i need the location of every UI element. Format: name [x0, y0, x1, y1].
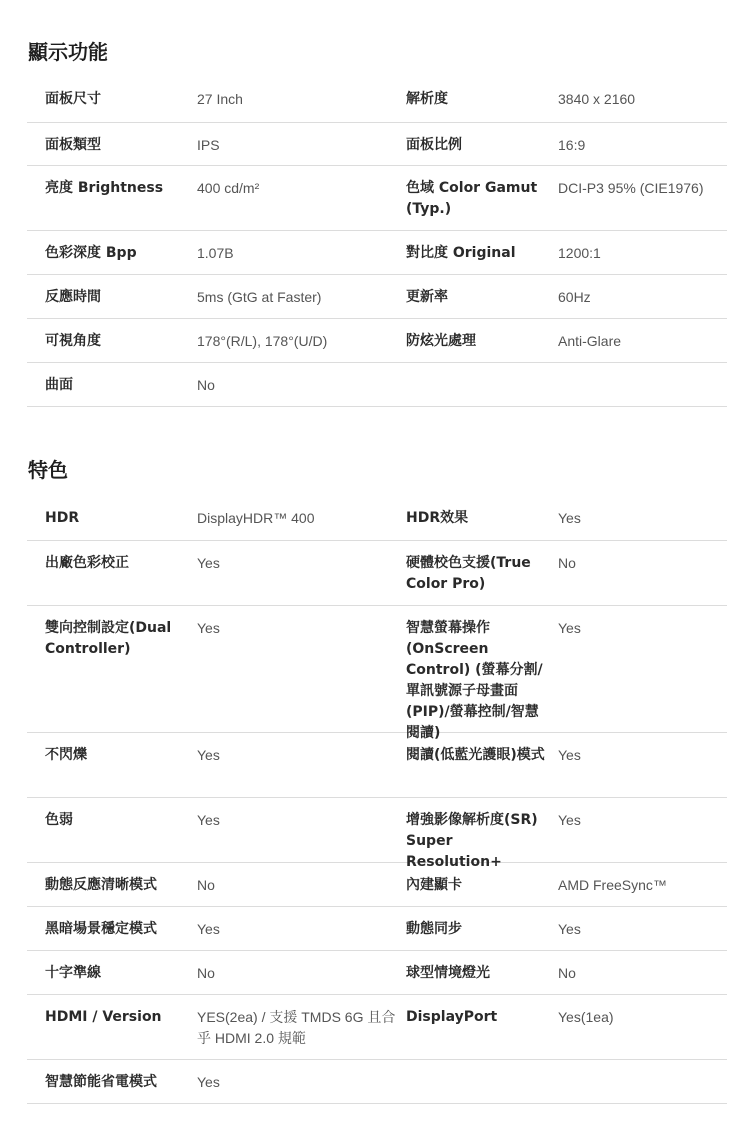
table-row: [27, 606, 727, 741]
spec-label: 色域 Color Gamut (Typ.): [406, 180, 538, 217]
spec-value: IPS: [197, 137, 220, 153]
table-row: [27, 275, 727, 319]
spec-value: No: [197, 965, 215, 981]
table-row: [27, 798, 727, 870]
spec-value: Anti-Glare: [558, 333, 622, 349]
spec-value: Yes: [558, 812, 581, 828]
spec-label: 不閃爍: [45, 747, 87, 763]
spec-value: Yes: [558, 620, 581, 636]
spec-label: HDMI / Version: [45, 1009, 162, 1025]
table-row: [27, 363, 727, 407]
spec-value: YES(2ea) / 支援 TMDS 6G 且合乎 HDMI 2.0 規範: [197, 1009, 396, 1046]
spec-value: DCI-P3 95% (CIE1976): [558, 180, 704, 196]
spec-label: 色弱: [45, 812, 73, 828]
spec-value: 16:9: [558, 137, 586, 153]
spec-value: 3840 x 2160: [558, 91, 636, 107]
spec-value: 27 Inch: [197, 91, 243, 107]
table-row: [27, 123, 727, 166]
table-row: [27, 319, 727, 363]
table-row: [27, 863, 727, 907]
spec-label: 球型情境燈光: [406, 965, 490, 981]
spec-label: 增強影像解析度(SR) Super Resolution+: [406, 812, 538, 870]
spec-value: Yes: [197, 1074, 220, 1090]
spec-label: 硬體校色支援(True Color Pro): [406, 555, 531, 592]
spec-label: HDR: [45, 510, 80, 526]
spec-table-features: [27, 496, 727, 1104]
section-title-features: 特色: [28, 458, 68, 482]
spec-label: 防炫光處理: [406, 333, 476, 349]
spec-label: 反應時間: [45, 289, 101, 305]
spec-table-display: [27, 77, 727, 407]
spec-value: 60Hz: [558, 289, 591, 305]
table-row: [27, 496, 727, 541]
spec-label: 智慧節能省電模式: [45, 1074, 157, 1090]
spec-value: No: [558, 965, 576, 981]
spec-value: Yes: [197, 555, 220, 571]
spec-label: 面板尺寸: [45, 91, 101, 107]
spec-label: 曲面: [45, 377, 73, 393]
spec-value: No: [197, 377, 215, 393]
spec-label: 面板類型: [45, 137, 101, 153]
spec-value: 400 cd/m²: [197, 180, 260, 196]
table-row: [27, 733, 727, 798]
spec-value: No: [558, 555, 576, 571]
spec-label: 色彩深度 Bpp: [45, 245, 137, 261]
spec-value: Yes(1ea): [558, 1009, 614, 1025]
spec-label: 內建顯卡: [406, 877, 462, 893]
spec-value: No: [197, 877, 215, 893]
spec-label: HDR效果: [406, 510, 469, 526]
spec-label: 亮度 Brightness: [45, 180, 164, 196]
table-row: [27, 541, 727, 606]
spec-label: 解析度: [406, 91, 448, 107]
spec-value: Yes: [197, 620, 220, 636]
spec-value: 5ms (GtG at Faster): [197, 289, 322, 305]
spec-label: 更新率: [406, 289, 448, 305]
spec-label: 十字準線: [45, 965, 101, 981]
spec-label: DisplayPort: [406, 1009, 498, 1025]
table-row: [27, 166, 727, 231]
spec-value: Yes: [197, 747, 220, 763]
spec-label: 雙向控制設定(Dual Controller): [45, 620, 172, 657]
table-row: [27, 77, 727, 123]
spec-value: Yes: [558, 747, 581, 763]
table-row: [27, 995, 727, 1060]
spec-value: Yes: [558, 510, 581, 526]
spec-value: 178°(R/L), 178°(U/D): [197, 333, 328, 349]
table-row: [27, 907, 727, 951]
spec-value: 1.07B: [197, 245, 234, 261]
spec-label: 面板比例: [406, 137, 462, 153]
spec-label: 對比度 Original: [406, 245, 516, 261]
spec-label: 智慧螢幕操作 (OnScreen Control) (螢幕分割/單訊號源子母畫面(PIP)/螢幕控制/智慧閱讀): [406, 620, 543, 741]
spec-label: 閱讀(低藍光護眼)模式: [406, 747, 545, 763]
spec-value: 1200:1: [558, 245, 601, 261]
spec-label: 出廠色彩校正: [45, 555, 129, 571]
spec-value: Yes: [197, 812, 220, 828]
spec-value: Yes: [197, 921, 220, 937]
section-title-display: 顯示功能: [28, 40, 108, 64]
spec-value: Yes: [558, 921, 581, 937]
spec-label: 可視角度: [45, 333, 101, 349]
spec-value: AMD FreeSync™: [558, 877, 667, 893]
table-row: [27, 1060, 727, 1104]
spec-label: 動態反應清晰模式: [45, 877, 157, 893]
spec-label: 黑暗場景穩定模式: [45, 921, 157, 937]
table-row: [27, 951, 727, 995]
table-row: [27, 231, 727, 275]
spec-value: DisplayHDR™ 400: [197, 510, 315, 526]
spec-label: 動態同步: [406, 921, 462, 937]
